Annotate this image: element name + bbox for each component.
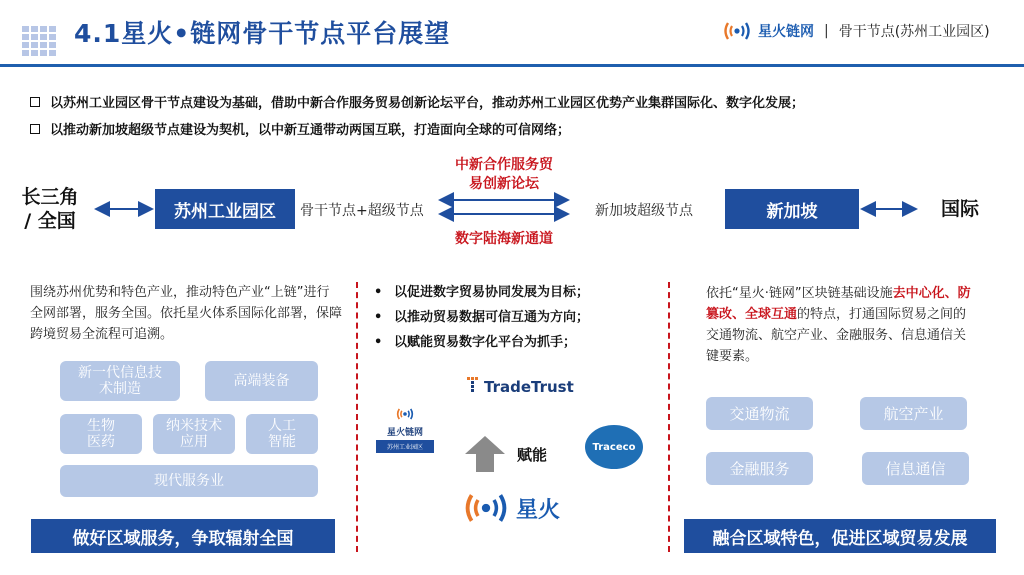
divider-left	[356, 282, 358, 552]
up-arrow-icon	[465, 436, 505, 472]
tradetrust-mark-icon	[466, 376, 480, 398]
tag-ai: 人工 智能	[246, 414, 318, 454]
spark-suzhou-logo: 星火链网 苏州工业园区	[376, 406, 434, 453]
brand-separator: |	[824, 23, 829, 39]
list-item: • 以促进数字贸易协同发展为目标；	[374, 285, 590, 300]
brand-name: 星火链网	[758, 24, 814, 40]
right-banner: 融合区域特色，促进区域贸易发展	[684, 519, 996, 553]
suzhou-box: 苏州工业园区	[155, 189, 295, 229]
tag-info-comm: 信息通信	[862, 452, 969, 485]
left-description: 围绕苏州优势和特色产业，推动特色产业“上链”进行全网部署，服务全国。依托星火体系国际化部署，保障跨境贸易全流程可追溯。	[30, 285, 343, 342]
singapore-box: 新加坡	[725, 189, 859, 229]
tag-nanotech: 纳米技术 应用	[153, 414, 235, 454]
international-label: 国际	[940, 198, 979, 220]
signal-logo-icon	[394, 407, 416, 421]
traceco-logo: Traceco	[585, 425, 643, 469]
tag-ngit: 新一代信息技 术制造	[60, 361, 180, 401]
list-item: • 以推动贸易数据可信互通为方向；	[374, 310, 590, 325]
goals-list	[374, 280, 589, 355]
tag-equipment: 高端装备	[205, 361, 318, 401]
suzhou-node-label: 骨干节点+超级节点	[300, 203, 424, 219]
list-item: • 以赋能贸易数字化平台为抓手；	[374, 335, 577, 350]
spark-logo: 星火	[462, 490, 560, 526]
right-description: 依托“星火·链网”区块链基础设施去中心化、防篡改、全球互通的特点，打通国际贸易之间的交通物流、航空产业、金融服务、信息通信关键要素。	[706, 286, 971, 364]
brand-subtitle: 骨干节点(苏州工业园区)	[838, 24, 990, 40]
page-title: 4.1星火•链网骨干节点平台展望	[74, 19, 451, 48]
bullet-text: 以苏州工业园区骨干节点建设为基础，借助中新合作服务贸易创新论坛平台，推动苏州工业园区优势产业集群国际化、数字化发展；	[50, 96, 805, 111]
tag-modern-services: 现代服务业	[60, 465, 318, 497]
tag-biomedicine: 生物 医药	[60, 414, 142, 454]
left-banner: 做好区域服务，争取辐射全国	[31, 519, 335, 553]
tag-finance: 金融服务	[706, 452, 813, 485]
divider-right	[668, 282, 670, 552]
tag-aviation: 航空产业	[860, 397, 967, 430]
tag-transport: 交通物流	[706, 397, 813, 430]
bullet-text: 以推动新加坡超级节点建设为契机，以中新互通带动两国互联，打造面向全球的可信网络；	[50, 123, 571, 138]
empower-label: 赋能	[517, 446, 548, 464]
sg-node-label: 新加坡超级节点	[595, 203, 693, 219]
channel-label: 数字陆海新通道	[455, 231, 553, 247]
forum-label: 中新合作服务贸 易创新论坛	[455, 157, 553, 192]
left-region-label: 长三角 / 全国	[21, 186, 79, 232]
signal-logo-icon	[462, 490, 510, 526]
tradetrust-logo: TradeTrust	[466, 376, 574, 398]
